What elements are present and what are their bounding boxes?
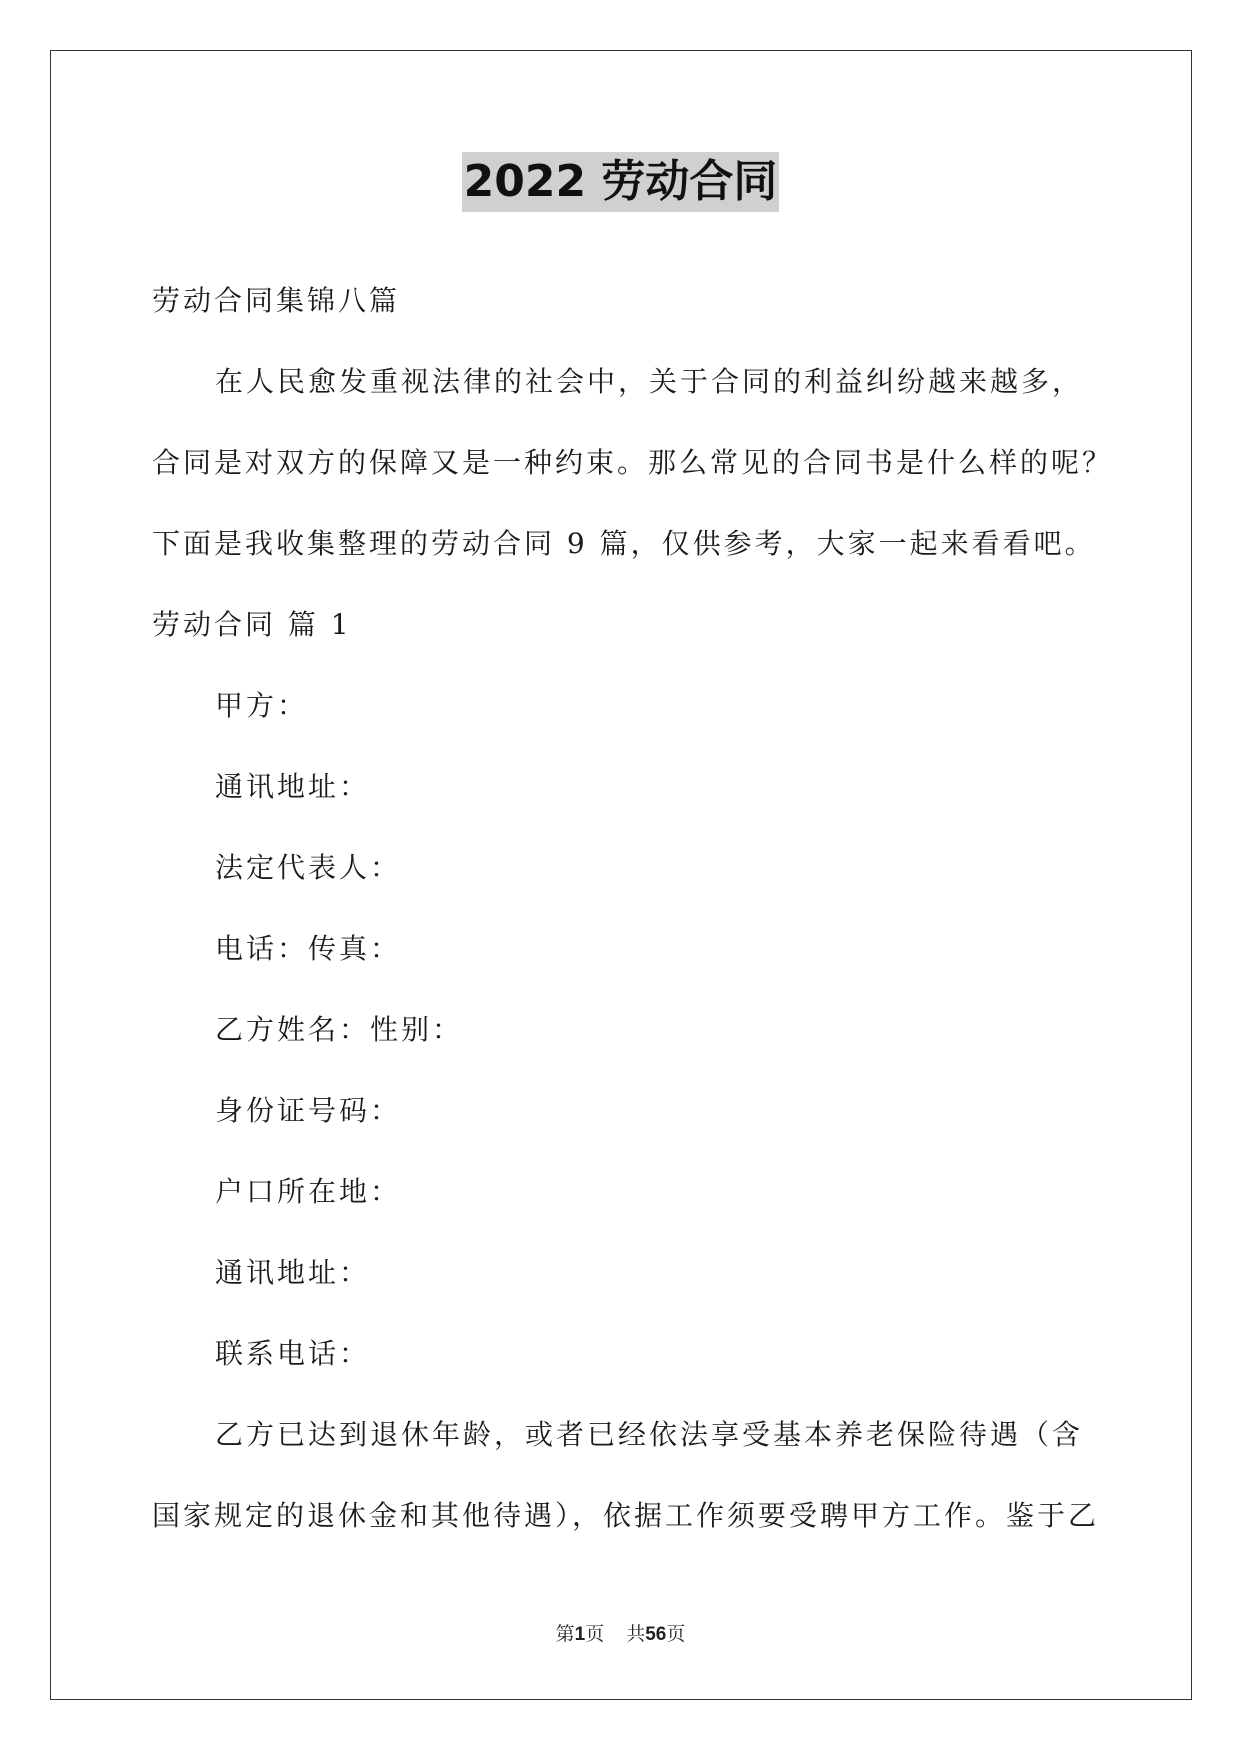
field-line: 乙方姓名：性别： (215, 1013, 464, 1046)
field-line: 甲方： (215, 689, 309, 722)
text-line: 乙方已达到退休年龄，或者已经依法享受基本养老保险待遇（含 (215, 1418, 1084, 1451)
field-line: 身份证号码： (215, 1094, 402, 1127)
text-line: 下面是我收集整理的劳动合同 9 篇，仅供参考，大家一起来看看吧。 (152, 527, 1096, 560)
text-line: 劳动合同集锦八篇 (152, 284, 401, 317)
document-title: 2022 劳动合同 (462, 152, 780, 212)
field-line: 通讯地址： (215, 770, 371, 803)
total-label-prefix: 共 (626, 1623, 646, 1645)
total-label-suffix: 页 (666, 1623, 686, 1645)
document-body (152, 260, 1114, 1556)
text-line: 在人民愈发重视法律的社会中，关于合同的利益纠纷越来越多， (215, 365, 1084, 398)
text-line: 合同是对双方的保障又是一种约束。那么常见的合同书是什么样的呢？ (152, 446, 1114, 479)
page-footer (0, 1622, 1241, 1647)
page-number: 1 (574, 1624, 586, 1645)
page-label-prefix: 第 (555, 1623, 575, 1645)
field-line: 通讯地址： (215, 1256, 371, 1289)
field-line: 电话：传真： (215, 932, 402, 965)
page-label-suffix: 页 (585, 1623, 605, 1645)
field-line: 户口所在地： (215, 1175, 402, 1208)
section-heading: 劳动合同 篇 1 (152, 608, 352, 641)
text-line: 国家规定的退休金和其他待遇），依据工作须要受聘甲方工作。鉴于乙 (152, 1499, 1100, 1532)
title-container (0, 152, 1241, 212)
field-line: 联系电话： (215, 1337, 371, 1370)
field-line: 法定代表人： (215, 851, 402, 884)
total-pages: 56 (645, 1624, 667, 1645)
